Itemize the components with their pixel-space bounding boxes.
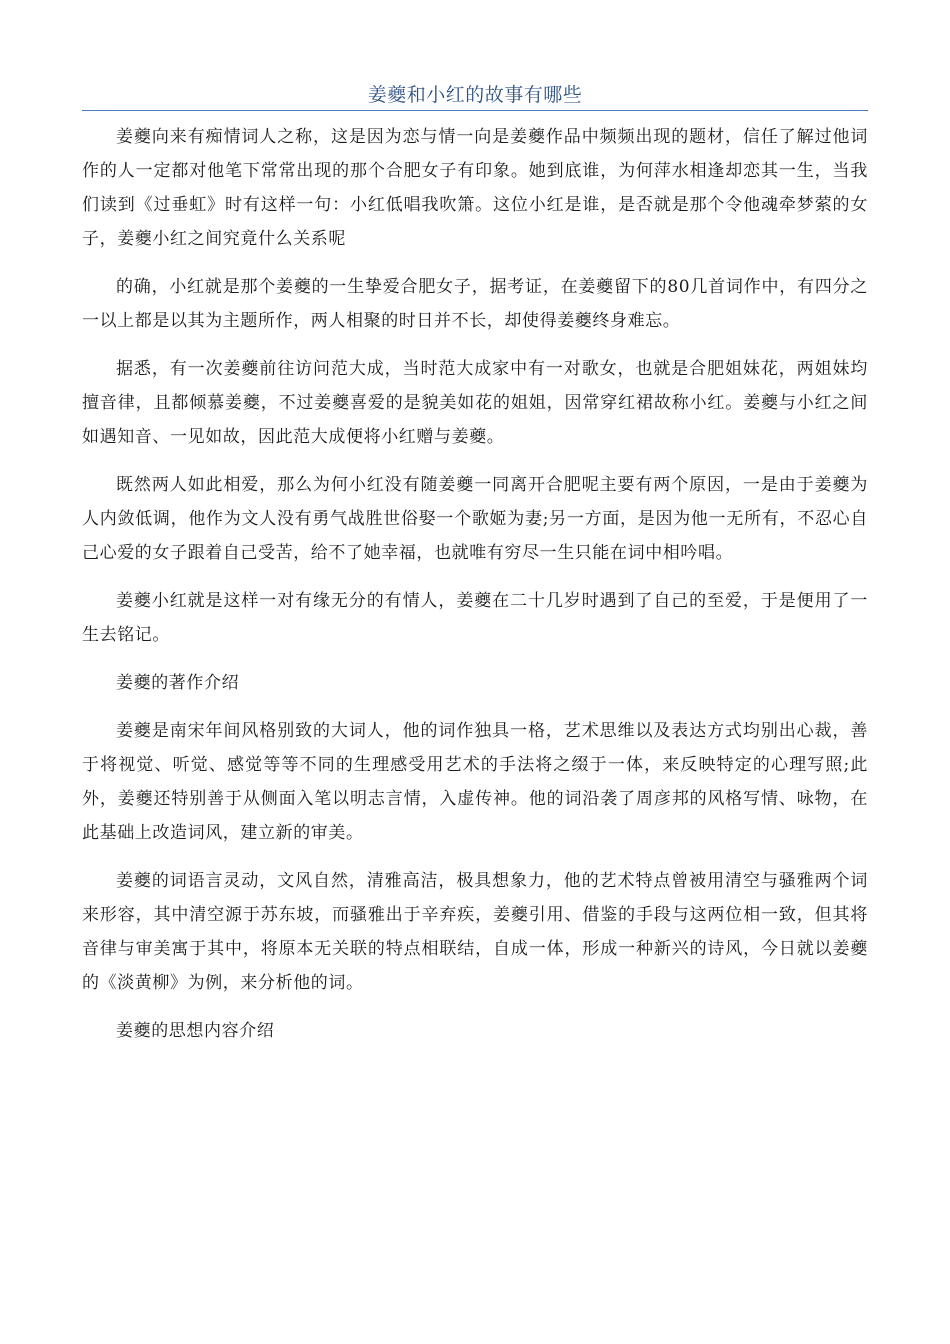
paragraph-confirmation: 的确，小红就是那个姜夔的一生挚爱合肥女子，据考证，在姜夔留下的80几首词作中，有四分之一以上都是以其为主题所作，两人相聚的时日并不长，却使得姜夔终身难忘。 [82,277,868,331]
paragraph-meeting: 据悉，有一次姜夔前往访问范大成，当时范大成家中有一对歌女，也就是合肥姐妹花，两姐妹均擅音律，且都倾慕姜夔，不过姜夔喜爱的是貌美如花的姐姐，因常穿红裙故称小红。姜夔与小红之间如遇知音、一见如故，因此范大成便将小红赠与姜夔。 [82,359,868,447]
section-heading-thought: 姜夔的思想内容介绍 [116,1021,275,1041]
paragraph-intro: 姜夔向来有痴情词人之称，这是因为恋与情一向是姜夔作品中频频出现的题材，信任了解过他词作的人一定都对他笔下常常出现的那个合肥女子有印象。她到底谁，为何萍水相逢却恋其一生，当我们读到《过垂虹》时有这样一句：小红低唱我吹箫。这位小红是谁，是否就是那个令他魂牵梦萦的女子，姜夔小红之间究竟什么关系呢 [82,127,868,249]
paragraph-reasons: 既然两人如此相爱，那么为何小红没有随姜夔一同离开合肥呢主要有两个原因，一是由于姜夔为人内敛低调，他作为文人没有勇气战胜世俗娶一个歌姬为妻;另一方面，是因为他一无所有，不忍心自己心爱的女子跟着自己受苦，给不了她幸福，也就唯有穷尽一生只能在词中相吟唱。 [82,475,868,563]
paragraph-summary: 姜夔小红就是这样一对有缘无分的有情人，姜夔在二十几岁时遇到了自己的至爱，于是便用了一生去铭记。 [82,591,868,645]
document-title: 姜夔和小红的故事有哪些 [367,84,583,106]
paragraph-works-language: 姜夔的词语言灵动，文风自然，清雅高洁，极具想象力，他的艺术特点曾被用清空与骚雅两个词来形容，其中清空源于苏东坡，而骚雅出于辛弃疾，姜夔引用、借鉴的手段与这两位相一致，但其将音律与审美寓于其中，将原本无关联的特点相联结，自成一体，形成一种新兴的诗风，今日就以姜夔的《淡黄柳》为例，来分析他的词。 [82,871,868,993]
section-heading-works: 姜夔的著作介绍 [116,673,240,693]
document-body [82,120,868,1062]
title-underline [82,110,868,111]
paragraph-works-style: 姜夔是南宋年间风格别致的大词人，他的词作独具一格，艺术思维以及表达方式均别出心裁，善于将视觉、听觉、感觉等等不同的生理感受用艺术的手法将之缀于一体，来反映特定的心理写照;此外，姜夔还特别善于从侧面入笔以明志言情，入虚传神。他的词沿袭了周彦邦的风格写情、咏物，在此基础上改造词风，建立新的审美。 [82,721,868,843]
